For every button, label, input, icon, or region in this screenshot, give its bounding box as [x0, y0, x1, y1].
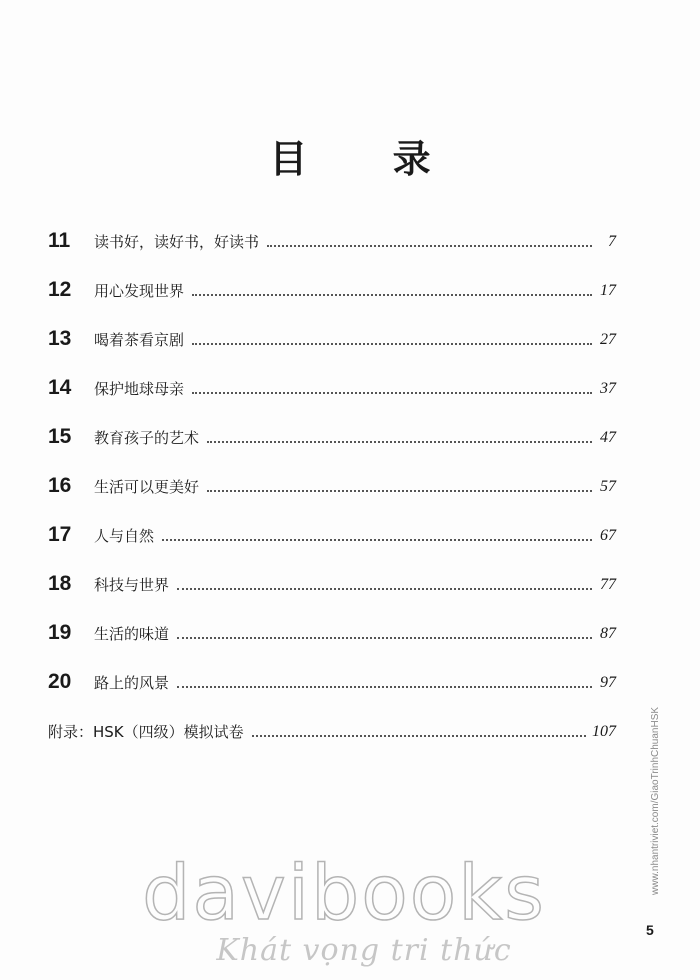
toc-entry-13[interactable] — [48, 303, 616, 352]
page-ref: 67 — [600, 527, 616, 544]
toc-entry-20[interactable] — [48, 646, 616, 695]
dot-leader — [192, 343, 592, 345]
lesson-number: 18 — [48, 572, 72, 595]
lesson-title: 人与自然 — [94, 527, 155, 545]
dot-leader — [177, 686, 592, 688]
lesson-title: 教育孩子的艺术 — [94, 429, 200, 447]
lesson-title: 用心发现世界 — [94, 282, 185, 300]
dot-leader — [207, 490, 592, 492]
toc-entry-appendix[interactable] — [48, 695, 616, 744]
dot-leader — [162, 539, 592, 541]
page-ref: 7 — [608, 233, 616, 250]
toc-entry-11[interactable] — [48, 205, 616, 254]
page-ref: 57 — [600, 478, 616, 495]
page-ref: 47 — [600, 429, 616, 446]
lesson-number: 16 — [48, 474, 72, 497]
lesson-title: 生活可以更美好 — [94, 478, 200, 496]
page-ref: 97 — [600, 674, 616, 691]
table-of-contents — [48, 205, 616, 744]
page-ref: 17 — [600, 282, 616, 299]
toc-entry-16[interactable] — [48, 450, 616, 499]
dot-leader — [192, 294, 592, 296]
dot-leader — [252, 735, 586, 737]
page-number: 5 — [646, 922, 654, 938]
page-title: 目 录 — [269, 137, 467, 181]
toc-entry-18[interactable] — [48, 548, 616, 597]
lesson-number: 14 — [48, 376, 72, 399]
lesson-title: 科技与世界 — [94, 576, 170, 594]
page-ref: 77 — [600, 576, 616, 593]
lesson-number: 13 — [48, 327, 72, 350]
toc-entry-14[interactable] — [48, 352, 616, 401]
dot-leader — [192, 392, 592, 394]
lesson-title: 保护地球母亲 — [94, 380, 185, 398]
lesson-number: 17 — [48, 523, 72, 546]
toc-entry-15[interactable] — [48, 401, 616, 450]
watermark-brand: davibooks — [142, 848, 546, 937]
page-ref: 87 — [600, 625, 616, 642]
lesson-title: 读书好，读好书，好读书 — [94, 233, 260, 251]
lesson-number: 15 — [48, 425, 72, 448]
lesson-number: 12 — [48, 278, 72, 301]
dot-leader — [207, 441, 592, 443]
page-ref: 37 — [600, 380, 616, 397]
page-ref: 27 — [600, 331, 616, 348]
lesson-number: 19 — [48, 621, 72, 644]
toc-entry-17[interactable] — [48, 499, 616, 548]
toc-entry-19[interactable] — [48, 597, 616, 646]
publisher-url: www.nhantriviet.com/GiaoTrinhChuanHSK — [650, 706, 661, 895]
watermark-slogan: Khát vọng tri thức — [216, 933, 512, 968]
lesson-number: 20 — [48, 670, 72, 693]
appendix-title: 附录：HSK（四级）模拟试卷 — [48, 723, 244, 741]
lesson-title: 生活的味道 — [94, 625, 170, 643]
lesson-number: 11 — [48, 229, 71, 252]
lesson-title: 喝着茶看京剧 — [94, 331, 185, 349]
dot-leader — [177, 637, 592, 639]
lesson-title: 路上的风景 — [94, 674, 170, 692]
toc-entry-12[interactable] — [48, 254, 616, 303]
dot-leader — [177, 588, 592, 590]
dot-leader — [267, 245, 592, 247]
page-ref: 107 — [592, 723, 616, 740]
